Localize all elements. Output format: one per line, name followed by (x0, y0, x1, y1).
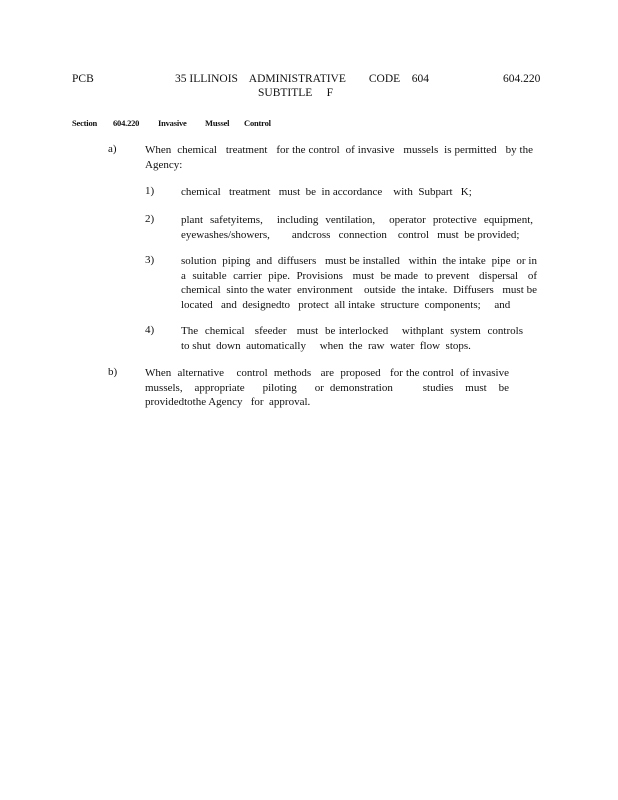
subitem-text: The chemical sfeeder must be interlocked withplant system controls to shut down automatically when the raw water flow stops. (181, 325, 532, 352)
header-left: PCB (72, 73, 94, 85)
section-label: Section (72, 118, 98, 128)
header-center-line1: 35 ILLINOIS ADMINISTRATIVE CODE 604 (175, 73, 429, 85)
section-title-word: Mussel (205, 118, 230, 128)
header-right: 604.220 (503, 73, 541, 85)
subitem-text: chemical treatment must be in accordance with Subpart K; (181, 186, 472, 198)
item-marker: b) (108, 366, 118, 378)
subitem-marker: 4) (145, 324, 155, 336)
item-text: When chemical treatment for the control of invasive mussels is permitted by the Agency: (145, 144, 536, 171)
section-number: 604.220 (113, 118, 140, 128)
subitem-text: plant safetyitems, including ventilation, operator protective equipment, eyewashes/showers, andcross connection control must be provided; (181, 214, 536, 241)
section-title-word: Control (244, 118, 271, 128)
subitem-marker: 2) (145, 213, 155, 225)
item-text: When alternative control methods are proposed for the control of invasive mussels, appropriate piloting or demonstration studies must be providedtothe Agency for approval. (145, 367, 512, 408)
section-title-word: Invasive (158, 118, 187, 128)
item-marker: a) (108, 143, 117, 155)
header-center-line2: SUBTITLE F (258, 87, 334, 99)
subitem-marker: 3) (145, 254, 155, 266)
subitem-marker: 1) (145, 185, 155, 197)
subitem-text: solution piping and diffusers must be installed within the intake pipe or in a suitable carrier pipe. Provisions must be made to prevent dispersal of chemical sinto the water environment outside the intake. Diffusers must be located and designedto protect all intake structure components; and (181, 255, 543, 311)
